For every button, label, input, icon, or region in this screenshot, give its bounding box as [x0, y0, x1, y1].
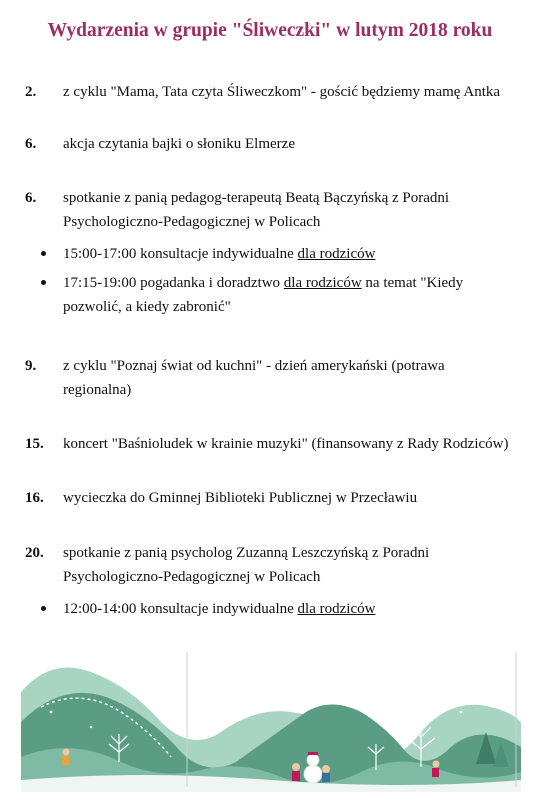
bullet-dot-icon: [41, 280, 46, 285]
event-description: [63, 132, 533, 156]
event-day: 15.: [25, 436, 44, 452]
bullet-text: 17:15-19:00 pogadanka i doradztwo: [63, 275, 284, 291]
bullet-dot-icon: [41, 251, 46, 256]
event-description: [63, 432, 533, 456]
event-day: 2.: [25, 84, 37, 100]
event-line: spotkanie z panią pedagog-terapeutą Beatą Bączyńską z Poradni: [63, 190, 450, 206]
event-day: 16.: [25, 490, 44, 506]
bullet-text-line2: pozwolić, a kiedy zabronić": [63, 299, 231, 315]
bullet-text: na temat "Kiedy: [361, 275, 464, 291]
event-line: z cyklu "Mama, Tata czyta Śliweczkom" - gościć będziemy mamę Antka: [63, 84, 501, 100]
event-line: koncert "Baśnioludek w krainie muzyki" (finansowany z Rady Rodziców): [63, 436, 509, 452]
event-day: 6.: [25, 190, 37, 206]
event-description: [63, 354, 533, 402]
event-day: 6.: [25, 136, 37, 152]
event-line: Psychologiczno-Pedagogicznej w Policach: [63, 569, 321, 585]
event-line: akcja czytania bajki o słoniku Elmerze: [63, 136, 295, 152]
event-line: spotkanie z panią psycholog Zuzanną Leszczyńską z Poradni: [63, 545, 430, 561]
event-line: regionalna): [63, 382, 132, 398]
winter-hills-illustration: [21, 652, 521, 792]
winter-banner: [21, 652, 521, 792]
event-description: [63, 541, 533, 589]
page-title: Wydarzenia w grupie "Śliweczki" w lutym 2018 roku: [47, 20, 493, 41]
bullet-text: 15:00-17:00 konsultacje indywidualne: [63, 246, 298, 262]
bullet-text: 12:00-14:00 konsultacje indywidualne: [63, 601, 298, 617]
event-line: wycieczka do Gminnej Biblioteki Publicznej w Przecławiu: [63, 490, 418, 506]
parents-link[interactable]: dla rodziców: [283, 275, 362, 291]
event-description: [63, 186, 533, 234]
event-day: 9.: [25, 358, 37, 374]
parents-link[interactable]: dla rodziców: [297, 601, 376, 617]
event-line: z cyklu "Poznaj świat od kuchni" - dzień amerykański (potrawa: [63, 358, 445, 374]
bullet-dot-icon: [41, 606, 46, 611]
event-description: [63, 486, 533, 510]
event-description: [63, 80, 533, 104]
parents-link[interactable]: dla rodziców: [297, 246, 376, 262]
event-day: 20.: [25, 545, 44, 561]
event-line: Psychologiczno-Pedagogicznej w Policach: [63, 214, 321, 230]
